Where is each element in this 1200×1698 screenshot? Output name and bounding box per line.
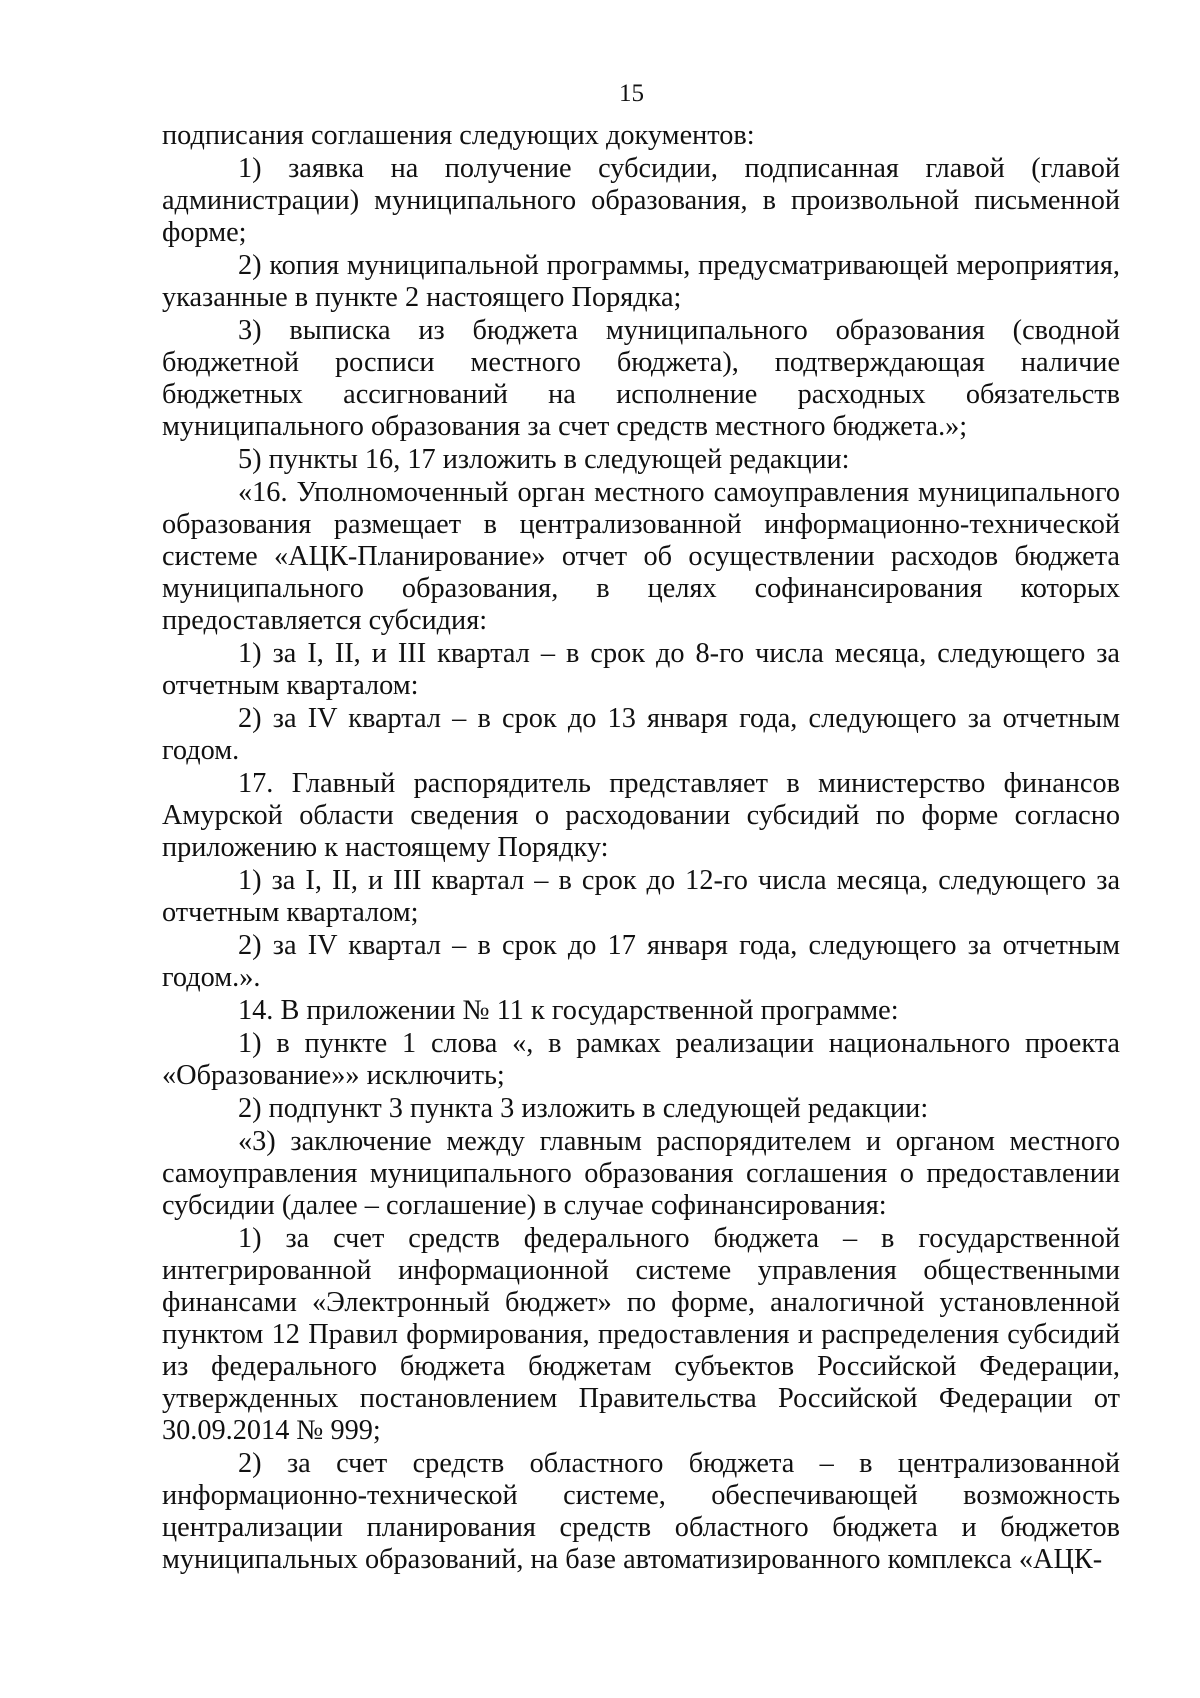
paragraph: 2) за IV квартал – в срок до 13 января года, следующего за отчетным годом. — [162, 703, 1120, 766]
paragraph: 2) за счет средств областного бюджета – в централизованной информационно-технической системе, обеспечивающей возможность централизации планирования средств областного бюджета и бюджетов муниципальных образований, на базе автоматизированного комплекса «АЦК- — [162, 1448, 1120, 1575]
document-body — [162, 120, 1120, 1577]
paragraph: 2) за IV квартал – в срок до 17 января года, следующего за отчетным годом.». — [162, 930, 1120, 993]
paragraph: 1) за I, II, и III квартал – в срок до 12-го числа месяца, следующего за отчетным кварталом; — [162, 865, 1120, 928]
paragraph: 1) за I, II, и III квартал – в срок до 8-го числа месяца, следующего за отчетным кварталом: — [162, 638, 1120, 701]
paragraph: 1) за счет средств федерального бюджета – в государственной интегрированной информационной системе управления общественными финансами «Электронный бюджет» по форме, аналогичной установленной пунктом 12 Правил формирования, предоставления и распределения субсидий из федерального бюджета бюджетам субъектов Российской Федерации, утвержденных постановлением Правительства Российской Федерации от 30.09.2014 № 999; — [162, 1223, 1120, 1446]
paragraph: 5) пункты 16, 17 изложить в следующей редакции: — [238, 444, 850, 475]
paragraph: 2) копия муниципальной программы, предусматривающей мероприятия, указанные в пункте 2 настоящего Порядка; — [162, 250, 1120, 313]
paragraph: 14. В приложении № 11 к государственной программе: — [238, 995, 899, 1026]
paragraph: подписания соглашения следующих документов: — [162, 120, 755, 151]
paragraph: 2) подпункт 3 пункта 3 изложить в следующей редакции: — [238, 1093, 929, 1124]
paragraph: 1) в пункте 1 слова «, в рамках реализации национального проекта «Образование»» исключить; — [162, 1028, 1120, 1091]
paragraph: 1) заявка на получение субсидии, подписанная главой (главой администрации) муниципального образования, в произвольной письменной форме; — [162, 153, 1120, 248]
paragraph: 17. Главный распорядитель представляет в министерство финансов Амурской области сведения о расходовании субсидий по форме согласно приложению к настоящему Порядку: — [162, 768, 1120, 863]
paragraph: «3) заключение между главным распорядителем и органом местного самоуправления муниципального образования соглашения о предоставлении субсидии (далее – соглашение) в случае софинансирования: — [162, 1126, 1120, 1221]
page-number: 15 — [619, 80, 644, 107]
paragraph: 3) выписка из бюджета муниципального образования (сводной бюджетной росписи местного бюджета), подтверждающая наличие бюджетных ассигнований на исполнение расходных обязательств муниципального образования за счет средств местного бюджета.»; — [162, 315, 1120, 442]
paragraph: «16. Уполномоченный орган местного самоуправления муниципального образования размещает в централизованной информационно-технической системе «АЦК-Планирование» отчет об осуществлении расходов бюджета муниципального образования, в целях софинансирования которых предоставляется субсидия: — [162, 477, 1120, 636]
